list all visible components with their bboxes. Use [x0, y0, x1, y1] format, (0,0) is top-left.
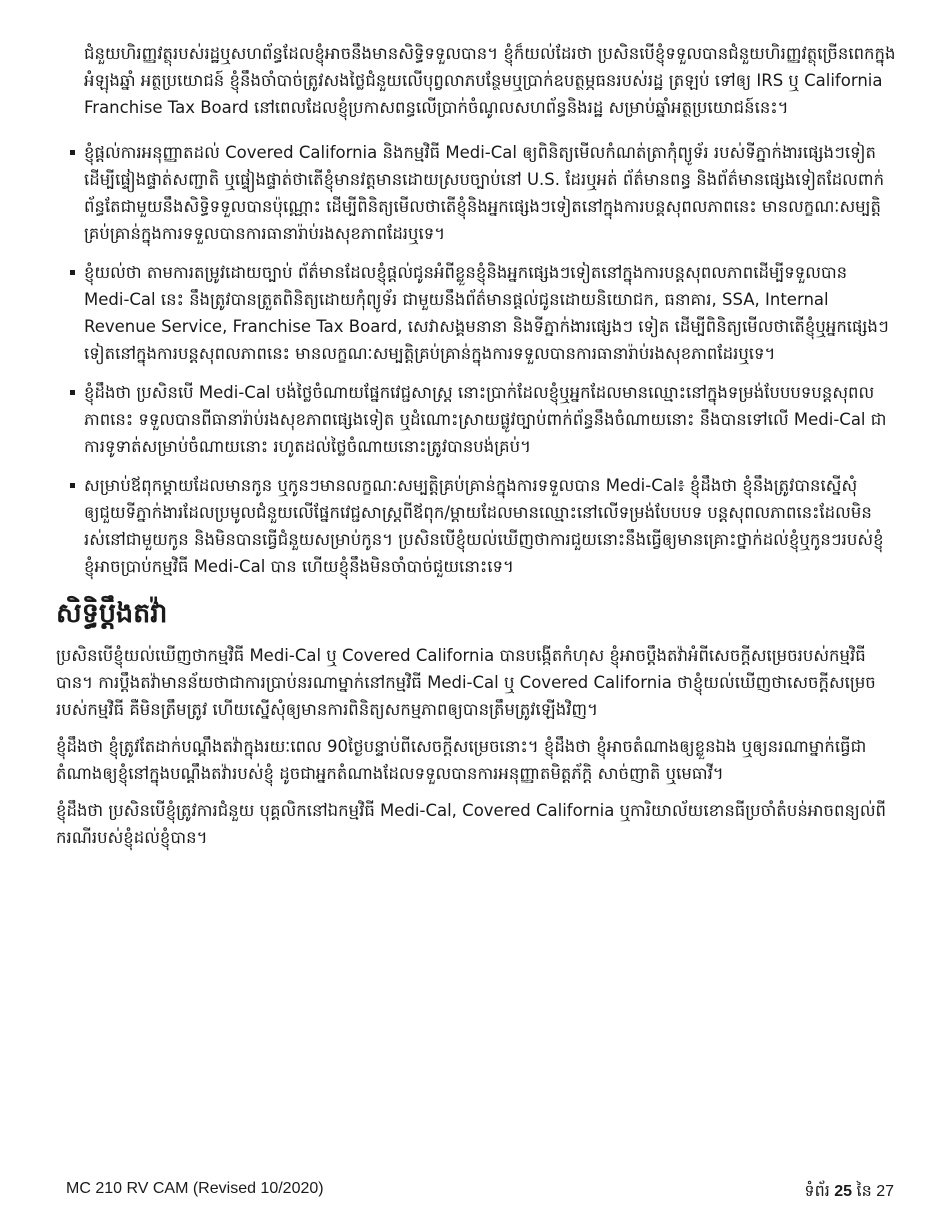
of-label: នៃ	[856, 1183, 872, 1200]
appeal-paragraph: ខ្ញុំដឹងថា ខ្ញុំត្រូវតែដាក់បណ្តឹងតវ៉ាក្នុងរយៈពេល 90ថ្ងៃបន្ទាប់ពីសេចក្តីសម្រេចនោះ។ ខ្ញុំដឹងថា ខ្ញុំអាចតំណាងឲ្យខ្លួនឯង ឬឲ្យនរណាម្នាក់ធ្វើជាតំណាងឲ្យខ្ញុំនៅក្នុងបណ្តឹងតវ៉ារបស់ខ្ញុំ ដូចជាអ្នកតំណាងដែលទទួលបានការអនុញ្ញាតមិត្តភ័ក្តិ សាច់ញាតិ ឬមេធាវី។	[56, 737, 867, 783]
consent-bullet-list	[56, 139, 896, 580]
bullet-item	[56, 139, 896, 247]
page-label: ទំព័រ	[804, 1183, 830, 1200]
page-indicator	[804, 1180, 894, 1204]
bullet-item	[56, 472, 896, 580]
appeal-paragraph: ប្រសិនបើខ្ញុំយល់ឃើញថាកម្មវិធី Medi-Cal ឬ Covered California បានបង្កើតកំហុស ខ្ញុំអាចប្តឹងតវ៉ាអំពីសេចក្តីសម្រេចរបស់កម្មវិធីបាន។ ការប្តឹងតវ៉ាមានន័យថាជាការប្រាប់នរណាម្នាក់នៅកម្មវិធី Medi-Cal ឬ Covered California ថាខ្ញុំយល់ឃើញថាសេចក្តីសម្រេចរបស់កម្មវិធី គឺមិនត្រឹមត្រូវ ហើយស្នើសុំឲ្យមានការពិនិត្យសកម្មភាពឲ្យបានត្រឹមត្រូវឡើងវិញ។	[56, 646, 876, 719]
bullet-text: សម្រាប់ឪពុកម្តាយដែលមានកូន ឬកូនៗមានលក្ខណៈសម្បត្តិគ្រប់គ្រាន់ក្នុងការទទួលបាន Medi-Cal៖ ខ្ញុំដឹងថា ខ្ញុំនឹងត្រូវបានស្នើសុំឲ្យជួយទីភ្នាក់ងារដែលប្រមូលជំនួយលើផ្នែកវេជ្ជសាស្ត្រពីឪពុក/ម្តាយដែលមានឈ្មោះនៅលើទម្រង់បែបបទ បន្តសុពលភាពនេះដែលមិនរស់នៅជាមួយកូន និងមិនបានធ្វើជំនួយសម្រាប់កូន។ ប្រសិនបើខ្ញុំយល់ឃើញថាការជួយនោះនឹងធ្វើឲ្យមានគ្រោះថ្នាក់ដល់ខ្ញុំឬកូនៗរបស់ខ្ញុំ ខ្ញុំអាចប្រាប់កម្មវិធី Medi-Cal បាន ហើយខ្ញុំនឹងមិនចាំបាច់ជួយនោះទេ។	[84, 476, 884, 576]
intro-paragraph: ជំនួយហិរញ្ញវត្ថុរបស់រដ្ឋឬសហព័ន្ធដែលខ្ញុំអាចនឹងមានសិទ្ធិទទួលបាន។ ខ្ញុំក៏យល់ដែរថា ប្រសិនបើខ្ញុំទទួលបានជំនួយហិរញ្ញវត្ថុច្រើនពេកក្នុងអំឡុងឆ្នាំ អត្ថប្រយោជន៍ ខ្ញុំនឹងចាំបាច់ត្រូវសងថ្លៃជំនួយលើបុព្វលាភបន្ថែមឬប្រាក់ឧបត្ថម្ភធនរបស់រដ្ឋ ត្រឡប់ ទៅឲ្យ IRS ឬ California Franchise Tax Board នៅពេលដែលខ្ញុំប្រកាសពន្ធលើប្រាក់ចំណូលសហព័ន្ធនិងរដ្ឋ សម្រាប់ឆ្នាំអត្ថប្រយោជន៍នេះ។	[84, 44, 896, 117]
bullet-marker-icon	[70, 390, 75, 395]
bullet-marker-icon	[70, 150, 75, 155]
bullet-text: ខ្ញុំផ្តល់ការអនុញ្ញាតដល់ Covered California និងកម្មវិធី Medi-Cal ឲ្យពិនិត្យមើលកំណត់ត្រាកុំព្យូទ័រ របស់ទីភ្នាក់ងារផ្សេងៗទៀតដើម្បីផ្ទៀងផ្ទាត់សញ្ជាតិ ឬផ្ទៀងផ្ទាត់ថាតើខ្ញុំមានវត្តមានដោយស្របច្បាប់នៅ U.S. ដែរឬអត់ ព័ត៌មានពន្ធ និងព័ត៌មានផ្សេងទៀតដែលពាក់ព័ន្ធតែជាមួយនឹងសិទ្ធិទទួលបានប៉ុណ្ណោះ ដើម្បីពិនិត្យមើលថាតើខ្ញុំនិងអ្នកផ្សេងៗទៀតនៅក្នុងការបន្តសុពលភាពនេះ មានលក្ខណៈសម្បត្តិគ្រប់គ្រាន់ក្នុងការទទួលបានការធានារ៉ាប់រងសុខភាពដែរឬទេ។	[84, 143, 885, 243]
bullet-marker-icon	[70, 483, 75, 488]
total-pages: 27	[876, 1183, 894, 1200]
bullet-item	[56, 379, 896, 460]
form-id: MC 210 RV CAM (Revised 10/2020)	[66, 1180, 324, 1197]
bullet-text: ខ្ញុំដឹងថា ប្រសិនបើ Medi-Cal បង់ថ្លៃចំណាយផ្នែកវេជ្ជសាស្ត្រ នោះប្រាក់ដែលខ្ញុំឬអ្នកដែលមានឈ្មោះនៅក្នុងទម្រង់បែបបទបន្តសុពលភាពនេះ ទទួលបានពីធានារ៉ាប់រងសុខភាពផ្សេងទៀត ឬដំណោះស្រាយផ្លូវច្បាប់ពាក់ព័ន្ធនឹងចំណាយនោះ នឹងបានទៅលើ Medi-Cal ជាការទូទាត់សម្រាប់ចំណាយនោះ រហូតដល់ថ្លៃចំណាយនោះត្រូវបានបង់គ្រប់។	[84, 383, 887, 456]
page-number: 25	[834, 1183, 853, 1200]
bullet-text: ខ្ញុំយល់ថា តាមការតម្រូវដោយច្បាប់ ព័ត៌មានដែលខ្ញុំផ្តល់ជូនអំពីខ្លួនខ្ញុំនិងអ្នកផ្សេងៗទៀតនៅក្នុងការបន្តសុពលភាពដើម្បីទទួលបាន Medi-Cal នេះ នឹងត្រូវបានត្រួតពិនិត្យដោយកុំព្យូទ័រ ជាមួយនឹងព័ត៌មានផ្តល់ជូនដោយនិយោជក, ធនាគារ, SSA, Internal Revenue Service, Franchise Tax Board, សេវាសង្គមនានា និងទីភ្នាក់ងារផ្សេងៗ ទៀត ដើម្បីពិនិត្យមើលថាតើខ្ញុំឬអ្នកផ្សេងៗទៀតនៅក្នុងការបន្តសុពលភាពនេះ មានលក្ខណៈសម្បត្តិគ្រប់គ្រាន់ក្នុងការទទួលបានការធានារ៉ាប់រងសុខភាពដែរឬទេ។	[84, 263, 889, 363]
appeal-rights-heading: សិទ្ធិប្តឹងតវ៉ា	[56, 598, 168, 629]
bullet-marker-icon	[70, 270, 75, 275]
page-footer	[66, 1180, 894, 1202]
appeal-paragraph: ខ្ញុំដឹងថា ប្រសិនបើខ្ញុំត្រូវការជំនួយ បុគ្គលិកនៅឯកម្មវិធី Medi-Cal, Covered California ឬការិយាល័យខោនធីប្រចាំតំបន់អាចពន្យល់ពីករណីរបស់ខ្ញុំដល់ខ្ញុំបាន។	[56, 801, 887, 847]
document-body	[56, 40, 896, 861]
bullet-item	[56, 259, 896, 367]
